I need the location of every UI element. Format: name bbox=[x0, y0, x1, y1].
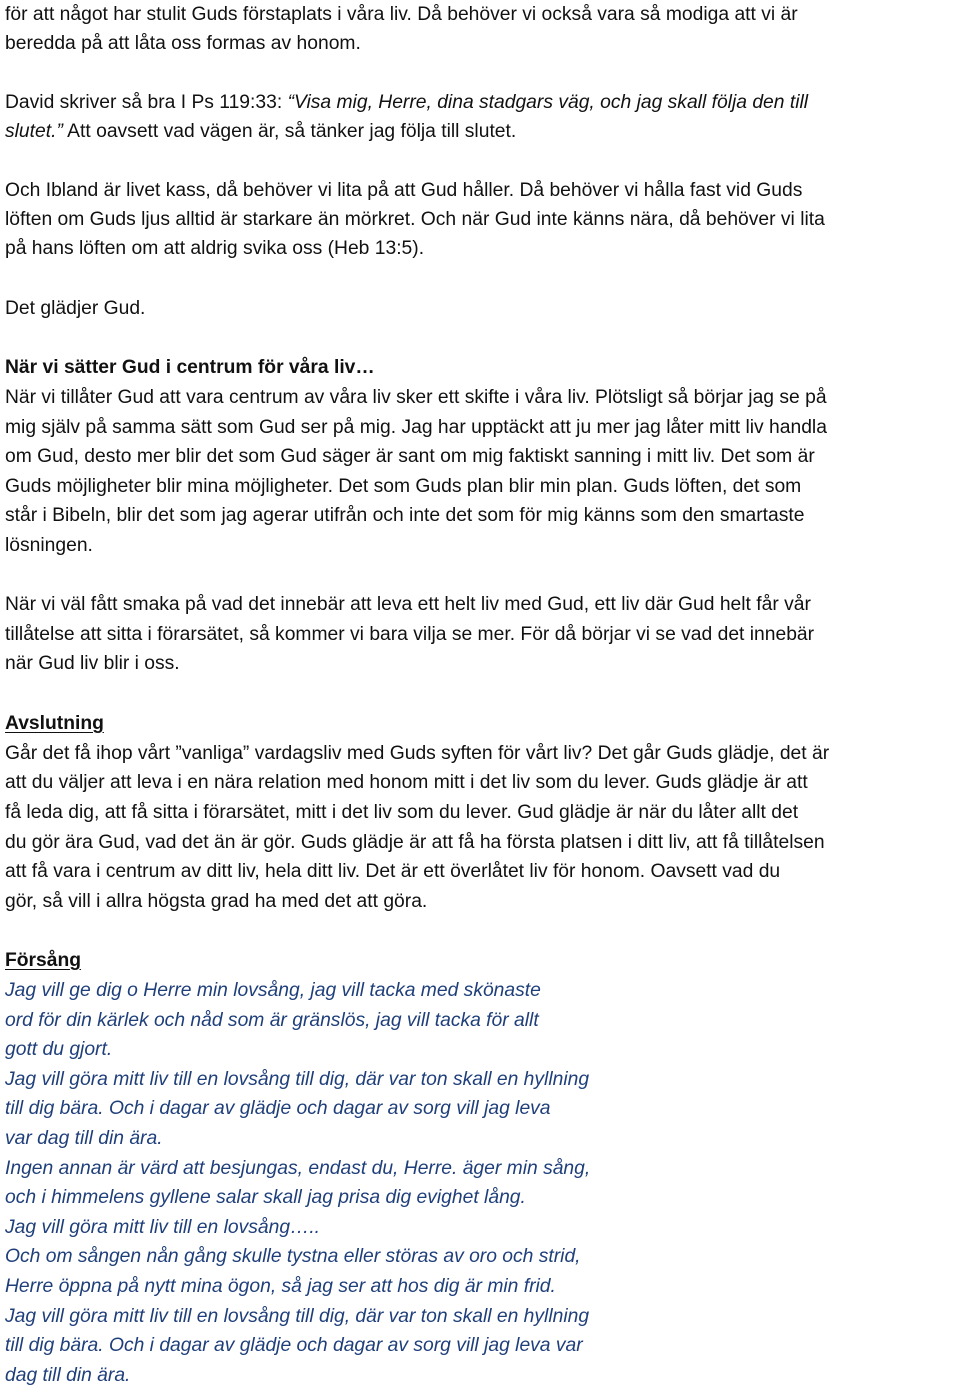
centrum-heading: När vi sätter Gud i centrum för våra liv… bbox=[5, 357, 375, 378]
avslutning-heading: Avslutning bbox=[5, 713, 104, 734]
psalm-line-1 bbox=[5, 88, 808, 117]
forsang-heading: Försång bbox=[5, 950, 82, 971]
psalm-line-2 bbox=[5, 117, 516, 146]
song-line: var dag till din ära. bbox=[5, 1128, 163, 1149]
taste-line-1: När vi väl fått smaka på vad det innebär att leva ett helt liv med Gud, ett liv där Gud helt får vår bbox=[5, 594, 811, 615]
song-line: Jag vill göra mitt liv till en lovsång till dig, där var ton skall en hyllning bbox=[5, 1306, 590, 1327]
joy-line: Det glädjer Gud. bbox=[5, 298, 146, 319]
psalm-quote-part-2: slutet.” bbox=[5, 121, 63, 142]
song-line: till dig bära. Och i dagar av glädje och dagar av sorg vill jag leva var bbox=[5, 1335, 583, 1356]
centrum-line-5: står i Bibeln, blir det som jag agerar utifrån och inte det som för mig känns som den smartaste bbox=[5, 505, 805, 526]
song-line: till dig bära. Och i dagar av glädje och dagar av sorg vill jag leva bbox=[5, 1098, 551, 1119]
song-line: gott du gjort. bbox=[5, 1039, 113, 1060]
hard-times-line-1: Och Ibland är livet kass, då behöver vi lita på att Gud håller. Då behöver vi hålla fast vid Guds bbox=[5, 180, 803, 201]
song-line: Jag vill göra mitt liv till en lovsång till dig, där var ton skall en hyllning bbox=[5, 1069, 590, 1090]
centrum-line-3: om Gud, desto mer blir det som Gud säger är sant om mig faktiskt sanning i mitt liv. Det som är bbox=[5, 446, 815, 467]
song-line: Och om sången nån gång skulle tystna eller störas av oro och strid, bbox=[5, 1246, 581, 1267]
centrum-line-1: När vi tillåter Gud att vara centrum av våra liv sker ett skifte i våra liv. Plötsligt så börjar jag se på bbox=[5, 387, 827, 408]
avslutning-line-1: Går det få ihop vårt ”vanliga” vardagsliv med Guds syften för vårt liv? Det går Guds glädje, det är bbox=[5, 743, 830, 764]
song-line: Herre öppna på nytt mina ögon, så jag ser att hos dig är min frid. bbox=[5, 1276, 556, 1297]
taste-line-3: när Gud liv blir i oss. bbox=[5, 653, 180, 674]
song-line: dag till din ära. bbox=[5, 1365, 131, 1386]
avslutning-line-5: att få vara i centrum av ditt liv, hela ditt liv. Det är ett överlåtet liv för honom. Oavsett vad du bbox=[5, 861, 781, 882]
song-line: ord för din kärlek och nåd som är gränslös, jag vill tacka för allt bbox=[5, 1010, 539, 1031]
centrum-line-6: lösningen. bbox=[5, 535, 93, 556]
song-line: och i himmelens gyllene salar skall jag prisa dig evighet lång. bbox=[5, 1187, 526, 1208]
song-line: Jag vill göra mitt liv till en lovsång….. bbox=[5, 1217, 321, 1238]
hard-times-line-2: löften om Guds ljus alltid är starkare än mörkret. Och när Gud inte känns nära, då behöver vi lita bbox=[5, 209, 825, 230]
centrum-line-4: Guds möjligheter blir mina möjligheter. Det som Guds plan blir min plan. Guds löften, det som bbox=[5, 476, 802, 497]
intro-line-1: för att något har stulit Guds förstaplats i våra liv. Då behöver vi också vara så modiga att vi är bbox=[5, 4, 798, 25]
centrum-line-2: mig själv på samma sätt som Gud ser på mig. Jag har upptäckt att ju mer jag låter mitt liv handla bbox=[5, 417, 827, 438]
psalm-prefix: David skriver så bra I Ps 119:33: bbox=[5, 92, 288, 113]
hard-times-line-3: på hans löften om att aldrig svika oss (Heb 13:5). bbox=[5, 238, 425, 259]
avslutning-line-6: gör, så vill i allra högsta grad ha med det att göra. bbox=[5, 891, 428, 912]
avslutning-line-3: få leda dig, att få sitta i förarsätet, mitt i det liv som du lever. Gud glädje är när du låter allt det bbox=[5, 802, 799, 823]
song-line: Ingen annan är värd att besjungas, endast du, Herre. äger min sång, bbox=[5, 1158, 591, 1179]
psalm-suffix: Att oavsett vad vägen är, så tänker jag följa till slutet. bbox=[62, 121, 517, 142]
taste-line-2: tillåtelse att sitta i förarsätet, så kommer vi bara vilja se mer. För då börjar vi se vad det innebär bbox=[5, 624, 815, 645]
avslutning-line-4: du gör ära Gud, vad det än är gör. Guds glädje är att få ha första platsen i ditt liv, att få tillåtelsen bbox=[5, 832, 825, 853]
psalm-quote-part-1: “Visa mig, Herre, dina stadgars väg, och jag skall följa den till bbox=[287, 92, 809, 113]
intro-line-2: beredda på att låta oss formas av honom. bbox=[5, 33, 361, 54]
avslutning-line-2: att du väljer att leva i en nära relation med honom mitt i det liv som du lever. Guds glädje är att bbox=[5, 772, 808, 793]
song-line: Jag vill ge dig o Herre min lovsång, jag vill tacka med skönaste bbox=[5, 980, 541, 1001]
